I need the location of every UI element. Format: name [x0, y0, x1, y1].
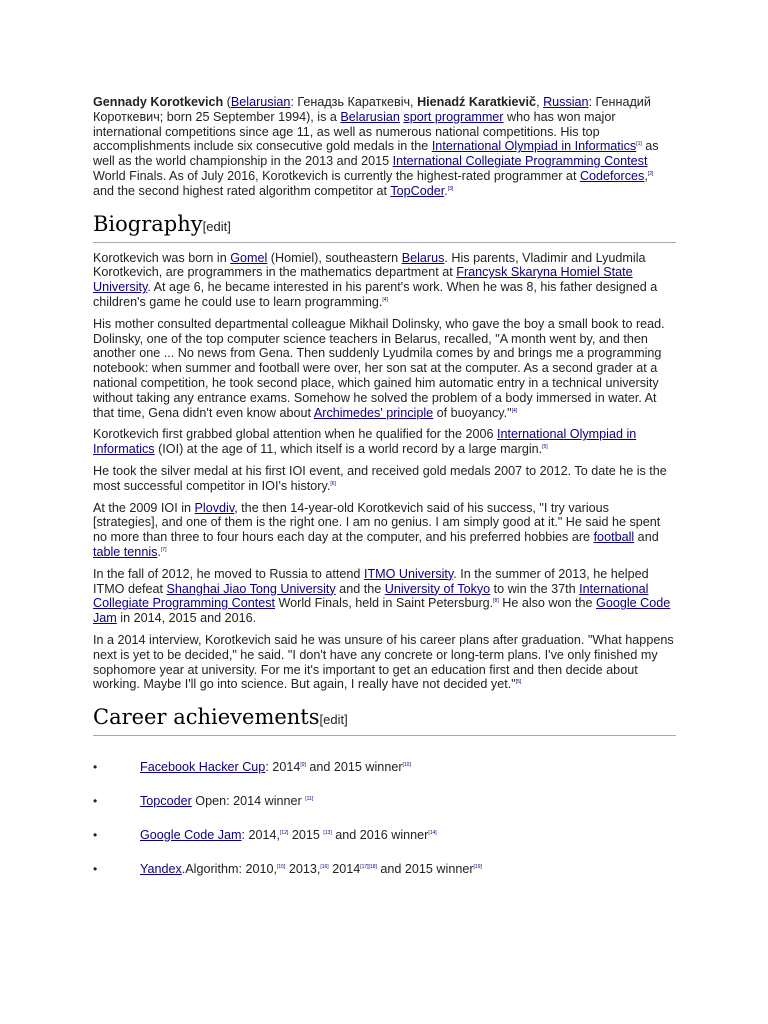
- ref-5[interactable]: [5]: [542, 443, 548, 450]
- ref-9[interactable]: [9]: [300, 761, 306, 768]
- link-icpc[interactable]: International Collegiate Programming Contest: [392, 154, 648, 169]
- link-homiel-university[interactable]: Francysk Skaryna Homiel State University: [93, 265, 633, 295]
- ref-17-18[interactable]: [17][18]: [360, 863, 377, 870]
- ref-1[interactable]: [1]: [636, 141, 642, 148]
- ref-13[interactable]: [13]: [323, 829, 332, 836]
- ref-11[interactable]: [11]: [305, 795, 314, 802]
- career-heading: Career achievements[edit]: [93, 704, 676, 736]
- ref-19[interactable]: [19]: [473, 863, 482, 870]
- link-google-code-jam[interactable]: Google Code Jam: [93, 596, 671, 626]
- biography-heading: Biography[edit]: [93, 211, 676, 243]
- link-gomel[interactable]: Gomel: [230, 250, 268, 265]
- link-ioi-2[interactable]: International Olympiad in Informatics: [93, 427, 637, 457]
- list-item: • Topcoder Open: 2014 winner [11]: [93, 794, 314, 809]
- article-body: [93, 95, 676, 896]
- list-item: • Google Code Jam: 2014,[12] 2015 [13] and 2016 winner[14]: [93, 828, 437, 843]
- ref-10[interactable]: [10]: [402, 761, 411, 768]
- link-sport-programmer[interactable]: sport programmer: [403, 109, 504, 124]
- ref-16[interactable]: [16]: [320, 863, 329, 870]
- bio-paragraph-5: At the 2009 IOI in Plovdiv, the then 14-year-old Korotkevich said of his success, "I try various [strategies], and one of them is the right one. I am no genius. I am simply good at it." He said he spent no more than three to four hours each day at the computer, and his preferred hobbies are football and table tennis.[7]: [93, 500, 661, 559]
- ref-15[interactable]: [15]: [277, 863, 286, 870]
- link-belarus[interactable]: Belarus: [401, 250, 445, 265]
- subject-name: Gennady Korotkevich: [93, 95, 224, 109]
- link-belarusian-language[interactable]: Belarusian: [230, 95, 291, 109]
- link-icpc-2[interactable]: International Collegiate Programming Contest: [93, 581, 649, 611]
- ref-6[interactable]: [6]: [330, 480, 336, 487]
- link-table-tennis[interactable]: table tennis: [93, 544, 158, 559]
- bio-paragraph-3: Korotkevich first grabbed global attention when he qualified for the 2006 International Olympiad in Informatics (IOI) at the age of 11, which itself is a world record by a large margin.[5]: [93, 427, 637, 457]
- bio-paragraph-4: He took the silver medal at his first IOI event, and received gold medals 2007 to 2012. To date he is the most successful competitor in IOI's history.[6]: [93, 463, 667, 493]
- edit-biography-link[interactable]: [edit]: [202, 218, 231, 234]
- link-tokyo[interactable]: University of Tokyo: [384, 581, 491, 596]
- ref-4b[interactable]: [4]: [511, 407, 518, 414]
- link-facebook-hacker-cup[interactable]: Facebook Hacker Cup: [140, 760, 266, 775]
- link-ioi[interactable]: International Olympiad in Informatics: [431, 139, 637, 154]
- ref-2[interactable]: [2]: [647, 170, 654, 177]
- link-topcoder[interactable]: TopCoder: [390, 183, 445, 198]
- bio-paragraph-6: In the fall of 2012, he moved to Russia to attend ITMO University. In the summer of 2013, he helped ITMO defeat Shanghai Jiao Tong University and the University of Tokyo to win the 37th International Collegiate Programming Contest World Finals, held in Saint Petersburg.[8] He also won the Google Code Jam in 2014, 2015 and 2016.: [93, 566, 671, 626]
- list-item: • Facebook Hacker Cup: 2014[9] and 2015 winner[10]: [93, 760, 411, 775]
- link-russian-language[interactable]: Russian: [543, 95, 589, 109]
- link-plovdiv[interactable]: Plovdiv: [194, 500, 235, 515]
- ref-14[interactable]: [14]: [428, 829, 437, 836]
- bio-paragraph-2: His mother consulted departmental colleague Mikhail Dolinsky, who gave the boy a small book to read. Dolinsky, one of the top computer science teachers in Belarus, recalled, "A month went by, and then another one ... No news from Gena. Then suddenly Lyudmila comes by and brings me a programming notebook: when summer and football were over, her son sat at the computer. As a second grader at a national competition, he took second place, which gained him automatic entry in a technical university without taking any entrance exams. Somehow he solved the problem of a body immersed in water. At that time, Gena didn't even know about Archimedes' principle of buoyancy."[4]: [93, 316, 665, 420]
- ref-4[interactable]: [4]: [382, 296, 388, 303]
- ref-3[interactable]: [3]: [447, 185, 454, 192]
- link-google-code-jam-2[interactable]: Google Code Jam: [140, 828, 242, 843]
- link-itmo[interactable]: ITMO University: [363, 566, 454, 581]
- link-football[interactable]: football: [593, 530, 635, 545]
- bio-paragraph-1: Korotkevich was born in Gomel (Homiel), southeastern Belarus. His parents, Vladimir and Lyudmila Korotkevich, are programmers in the mathematics department at Francysk Skaryna Homiel State University. At age 6, he became interested in his parent's work. When he was 8, his father designed a children's game he could use to learn programming.[4]: [93, 250, 658, 309]
- link-archimedes-principle[interactable]: Archimedes' principle: [313, 405, 434, 420]
- bio-paragraph-7: In a 2014 interview, Korotkevich said he was unsure of his career plans after graduation. "What happens next is yet to be decided," he said. "I don't have any concrete or long-term plans. I've only finished my sophomore year at university. For me it's important to get an education first and then decide about working. Maybe I'll go into science. But again, I really have not decided yet."[5]: [93, 632, 674, 692]
- latin-name: Hienadź Karatkievič: [417, 95, 537, 109]
- link-yandex[interactable]: Yandex: [140, 862, 182, 877]
- intro-paragraph: Gennady Korotkevich (Belarusian: Генадзь Караткевіч, Hienadź Karatkievič, Russian: Геннадий Короткевич; born 25 September 1994), is a Belarusian sport programmer who has won major international competitions since age 11, as well as numerous national competitions. His top accomplishments include six consecutive gold medals in the International Olympiad in Informatics[1] as well as the world championship in the 2013 and 2015 International Collegiate Programming Contest World Finals. As of July 2016, Korotkevich is currently the highest-rated programmer at Codeforces,[2] and the second highest rated algorithm competitor at TopCoder.[3]: [93, 95, 659, 198]
- ref-5b[interactable]: [5]: [515, 679, 522, 686]
- ref-12[interactable]: [12]: [280, 829, 289, 836]
- edit-career-link[interactable]: [edit]: [319, 712, 348, 728]
- list-item: • Yandex.Algorithm: 2010,[15] 2013,[16] 2014[17][18] and 2015 winner[19]: [93, 862, 482, 877]
- ref-7[interactable]: [7]: [160, 546, 167, 553]
- link-topcoder-open[interactable]: Topcoder: [140, 794, 192, 809]
- link-belarusian[interactable]: Belarusian: [340, 109, 400, 124]
- ref-8[interactable]: [8]: [493, 598, 499, 605]
- achievements-list: [93, 760, 676, 877]
- link-codeforces[interactable]: Codeforces: [579, 168, 645, 183]
- link-sjtu[interactable]: Shanghai Jiao Tong University: [166, 581, 336, 596]
